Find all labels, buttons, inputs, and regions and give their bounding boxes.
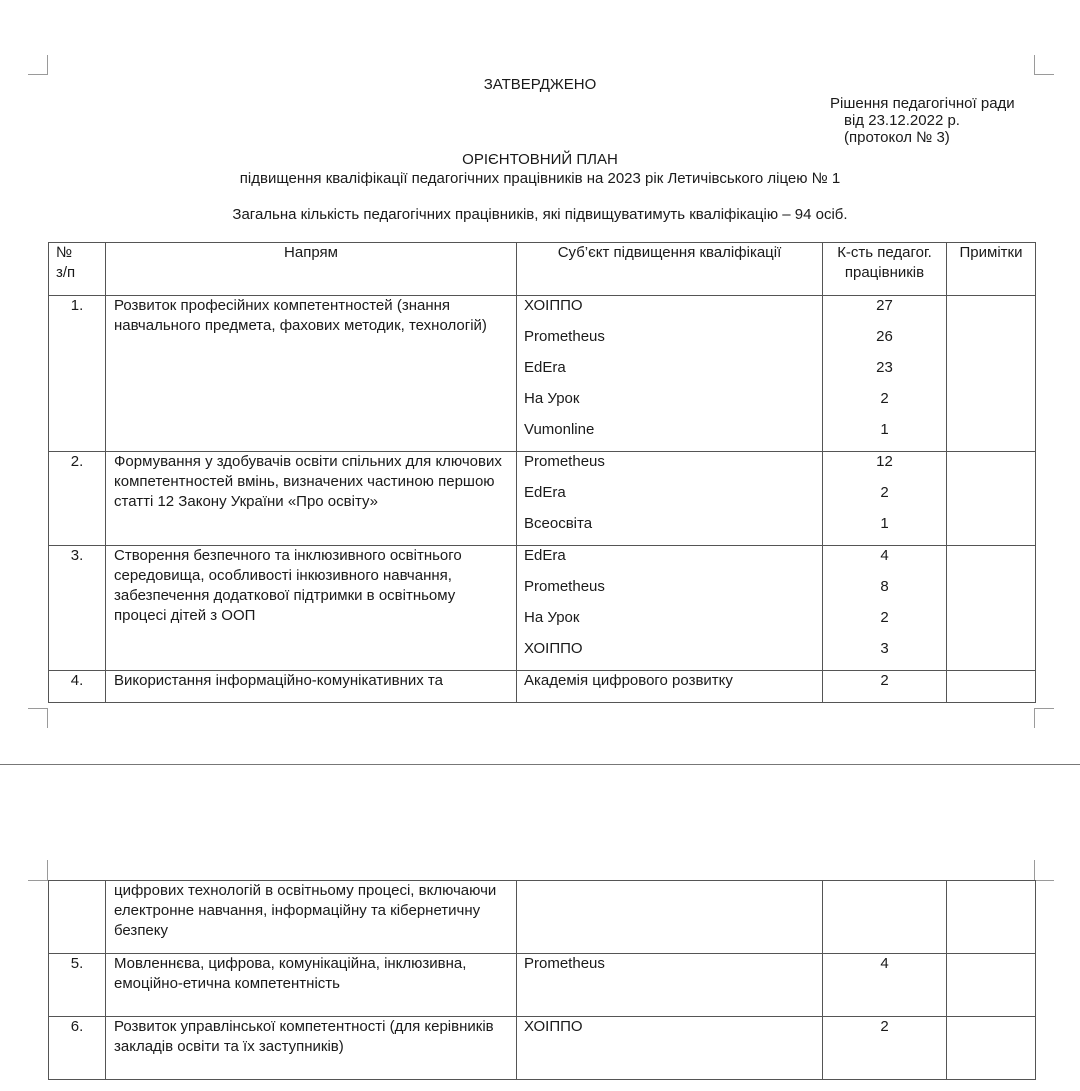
- row-subjects: [517, 1017, 823, 1080]
- row-number: 4.: [49, 671, 106, 703]
- count-value: 1: [880, 421, 889, 438]
- row-counts: [823, 296, 947, 452]
- header-number-line1: №: [56, 244, 73, 261]
- crop-mark: [47, 708, 48, 728]
- row-direction: Розвиток професійних компетентностей (знання навчального предмета, фахових методик, технологій): [106, 296, 517, 452]
- row-number: 2.: [49, 452, 106, 546]
- count-value: 2: [880, 390, 889, 407]
- header-notes: Примітки: [947, 243, 1036, 296]
- row-direction: Формування у здобувачів освіти спільних для ключових компетентностей вмінь, визначених частиною першою статті 12 Закону України «Про освіту»: [106, 452, 517, 546]
- subject-item: Prometheus: [524, 955, 605, 972]
- crop-mark: [1034, 880, 1054, 881]
- row-number: 1.: [49, 296, 106, 452]
- crop-mark: [1034, 74, 1054, 75]
- protocol-number: (протокол № 3): [844, 129, 950, 146]
- row-counts: [823, 881, 947, 954]
- crop-mark: [28, 880, 48, 881]
- table-row: [49, 1017, 1036, 1080]
- count-value: 2: [880, 672, 889, 689]
- table-row: [49, 671, 1036, 703]
- row-counts: [823, 452, 947, 546]
- count-value: 8: [880, 578, 889, 595]
- row-direction: Мовленнєва, цифрова, комунікаційна, інклюзивна, емоційно-етична компетентність: [106, 954, 517, 1017]
- count-value: 26: [876, 328, 893, 345]
- subject-item: EdEra: [524, 547, 566, 564]
- row-number: [49, 881, 106, 954]
- row-subjects: [517, 546, 823, 671]
- count-value: 4: [880, 955, 889, 972]
- header-count-line1: К-сть педагог.: [837, 244, 932, 261]
- row-direction: цифрових технологій в освітньому процесі, включаючи електронне навчання, інформаційну та кібернетичну безпеку: [106, 881, 517, 954]
- row-counts: [823, 546, 947, 671]
- crop-mark: [1034, 860, 1035, 880]
- row-direction: Розвиток управлінської компетентності (для керівників закладів освіти та їх заступників): [106, 1017, 517, 1080]
- row-counts: [823, 671, 947, 703]
- count-value: 2: [880, 609, 889, 626]
- row-subjects: [517, 881, 823, 954]
- header-count-line2: працівників: [844, 264, 925, 281]
- subject-item: ХОІППО: [524, 297, 583, 314]
- subject-item: Prometheus: [524, 578, 605, 595]
- count-value: 1: [880, 515, 889, 532]
- decision-date: від 23.12.2022 р.: [844, 112, 960, 129]
- subject-item: EdEra: [524, 359, 566, 376]
- count-value: 12: [876, 453, 893, 470]
- approved-label: ЗАТВЕРДЖЕНО: [483, 76, 597, 93]
- crop-mark: [1034, 55, 1035, 75]
- subject-item: EdEra: [524, 484, 566, 501]
- count-value: 27: [876, 297, 893, 314]
- row-subjects: [517, 452, 823, 546]
- row-direction: Використання інформаційно-комунікативних та: [106, 671, 517, 703]
- qualification-plan-table-continued: [48, 880, 1036, 1080]
- table-header-row: [49, 243, 1036, 296]
- subject-item: На Урок: [524, 609, 580, 626]
- total-staff-note: Загальна кількість педагогічних працівників, які підвищуватимуть кваліфікацію – 94 осіб.: [232, 206, 848, 223]
- table-row: [49, 296, 1036, 452]
- crop-mark: [28, 74, 48, 75]
- table-row: [49, 546, 1036, 671]
- row-notes: [947, 881, 1036, 954]
- count-value: 23: [876, 359, 893, 376]
- row-counts: [823, 1017, 947, 1080]
- table-row: [49, 452, 1036, 546]
- count-value: 2: [880, 484, 889, 501]
- approval-block: [830, 95, 1015, 146]
- row-number: 6.: [49, 1017, 106, 1080]
- crop-mark: [28, 708, 48, 709]
- row-subjects: [517, 296, 823, 452]
- count-value: 2: [880, 1018, 889, 1035]
- row-counts: [823, 954, 947, 1017]
- subject-item: Академія цифрового розвитку: [524, 672, 733, 689]
- row-notes: [947, 452, 1036, 546]
- count-value: 4: [880, 547, 889, 564]
- crop-mark: [47, 55, 48, 75]
- count-value: 3: [880, 640, 889, 657]
- subject-item: ХОІППО: [524, 640, 583, 657]
- table-row: [49, 881, 1036, 954]
- page-break: [0, 764, 1080, 765]
- subject-item: Prometheus: [524, 328, 605, 345]
- row-notes: [947, 546, 1036, 671]
- qualification-plan-table: [48, 242, 1036, 703]
- row-notes: [947, 1017, 1036, 1080]
- header-direction: Напрям: [106, 243, 517, 296]
- document-title: ОРІЄНТОВНИЙ ПЛАН: [462, 151, 618, 168]
- subject-item: Prometheus: [524, 453, 605, 470]
- row-notes: [947, 954, 1036, 1017]
- row-number: 3.: [49, 546, 106, 671]
- row-subjects: [517, 954, 823, 1017]
- row-number: 5.: [49, 954, 106, 1017]
- document-subtitle: підвищення кваліфікації педагогічних працівників на 2023 рік Летичівського ліцею № 1: [239, 170, 841, 187]
- decision-line: Рішення педагогічної ради: [830, 95, 1015, 112]
- header-number: [49, 243, 106, 296]
- subject-item: ХОІППО: [524, 1018, 583, 1035]
- header-count: [823, 243, 947, 296]
- crop-mark: [47, 860, 48, 880]
- table-row: [49, 954, 1036, 1017]
- crop-mark: [1034, 708, 1035, 728]
- row-direction: Створення безпечного та інклюзивного освітнього середовища, особливості інкюзивного навчання, забезпечення додаткової підтримки в освітньому процесі дітей з ООП: [106, 546, 517, 671]
- subject-item: На Урок: [524, 390, 580, 407]
- crop-mark: [1034, 708, 1054, 709]
- row-notes: [947, 671, 1036, 703]
- row-subjects: [517, 671, 823, 703]
- header-number-line2: з/п: [56, 264, 76, 281]
- subject-item: Vumonline: [524, 421, 595, 438]
- row-notes: [947, 296, 1036, 452]
- subject-item: Всеосвіта: [524, 515, 593, 532]
- header-subject: Суб’єкт підвищення кваліфікації: [517, 243, 823, 296]
